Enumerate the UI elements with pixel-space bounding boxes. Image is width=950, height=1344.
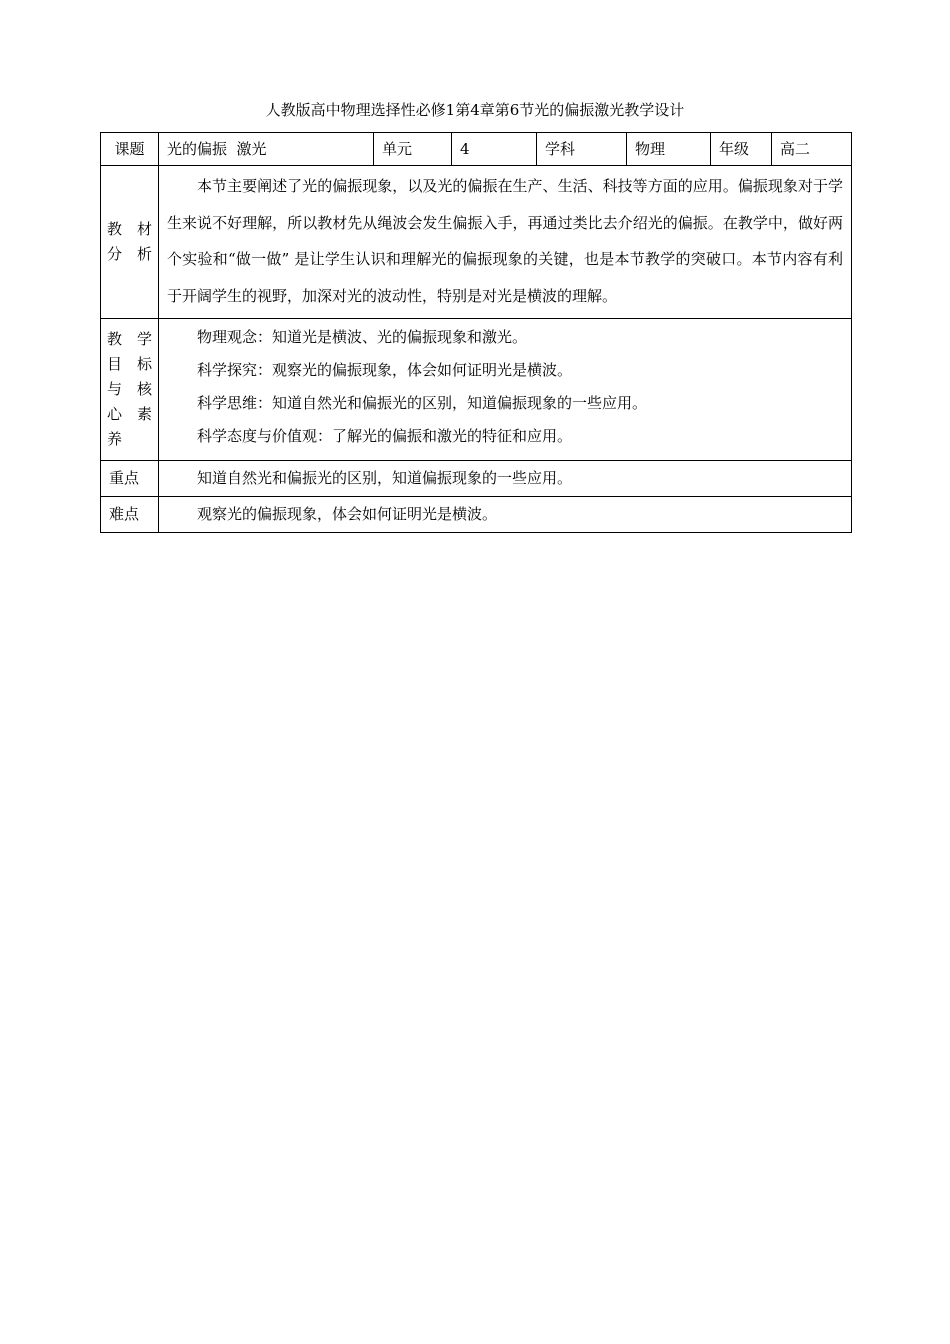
analysis-label: [101, 166, 159, 319]
unit-label: 单元: [374, 133, 452, 166]
goals-row: [101, 319, 852, 461]
document-title: 人教版高中物理选择性必修1第4章第6节光的偏振激光教学设计: [265, 101, 685, 119]
key-point-text: 知道自然光和偏振光的区别，知道偏振现象的一些应用。: [159, 461, 852, 497]
grade-value: 高二: [772, 133, 852, 166]
subject-value: 物理: [627, 133, 711, 166]
analysis-label-text: 教 材 分析: [107, 220, 152, 263]
goal-item: 科学态度与价值观：了解光的偏振和激光的特征和应用。: [197, 427, 573, 445]
lesson-plan-table: [100, 132, 852, 533]
topic-label: 课题: [101, 133, 159, 166]
goals-label: [101, 319, 159, 461]
key-point-row: [101, 461, 852, 497]
header-row: [101, 133, 852, 166]
topic-value: 光的偏振 激光: [159, 133, 374, 166]
goal-item: 物理观念：知道光是横波、光的偏振现象和激光。: [197, 328, 528, 346]
goal-item: 科学探究：观察光的偏振现象，体会如何证明光是横波。: [197, 361, 573, 379]
analysis-text: 本节主要阐述了光的偏振现象，以及光的偏振在生产、生活、科技等方面的应用。偏振现象对于学生来说不好理解，所以教材先从绳波会发生偏振入手，再通过类比去介绍光的偏振。在教学中，做好两个实验和“做一做” 是让学生认识和理解光的偏振现象的关键，也是本节教学的突破口。本节内容有利于开阔学生的视野，加深对光的波动性，特别是对光是横波的理解。: [159, 166, 852, 319]
difficult-point-text: 观察光的偏振现象，体会如何证明光是横波。: [159, 497, 852, 533]
goal-item: 科学思维：知道自然光和偏振光的区别，知道偏振现象的一些应用。: [197, 394, 648, 412]
goals-list: [159, 319, 852, 461]
unit-value: 4: [452, 133, 537, 166]
difficult-point-row: [101, 497, 852, 533]
goals-label-text: 教 学 目 标 与 核 心 素 养: [107, 330, 152, 448]
key-point-label: 重点: [101, 461, 159, 497]
analysis-row: [101, 166, 852, 319]
grade-label: 年级: [711, 133, 772, 166]
subject-label: 学科: [537, 133, 627, 166]
difficult-point-label: 难点: [101, 497, 159, 533]
